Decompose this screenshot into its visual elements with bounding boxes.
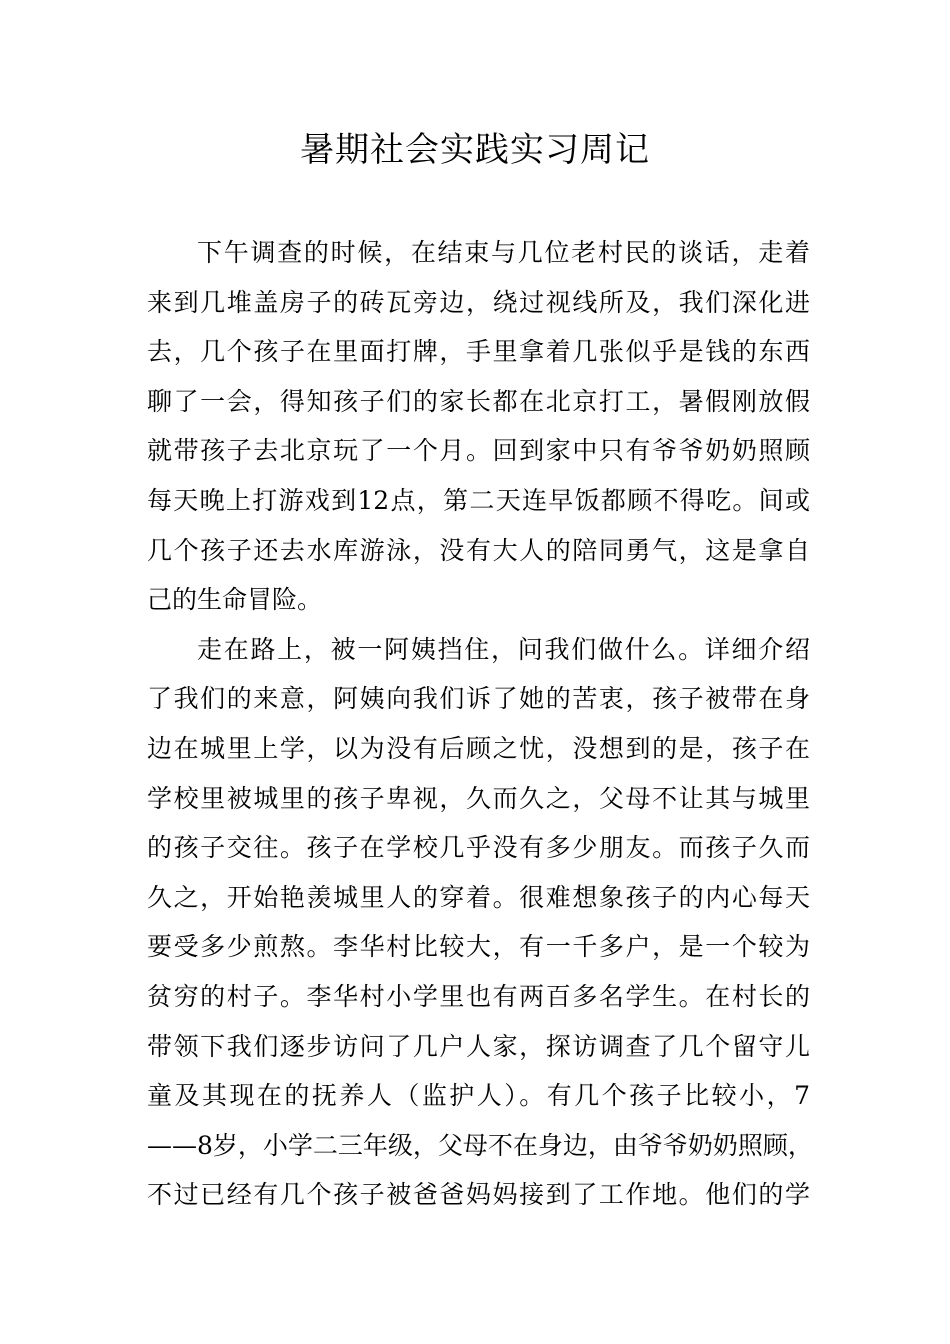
text-line: 不过已经有几个孩子被爸爸妈妈接到了工作地。他们的学 [147,1180,810,1210]
text-line: 聊了一会，得知孩子们的家长都在北京打工，暑假刚放假 [147,386,810,416]
text-line: 下午调查的时候，在结束与几位老村民的谈话，走着 [197,238,810,267]
text-line: 去，几个孩子在里面打牌，手里拿着几张似乎是钱的东西 [147,337,810,367]
text-line: 就带孩子去北京玩了一个月。回到家中只有爷爷奶奶照顾 [147,436,810,466]
text-line: 边在城里上学，以为没有后顾之忧，没想到的是，孩子在 [147,733,810,763]
text-line: 每天晚上打游戏到12点，第二天连早饭都顾不得吃。间或 [147,485,810,515]
document-body [147,228,813,1220]
text-line: ——8岁，小学二三年级，父母不在身边，由爷爷奶奶照顾， [147,1130,813,1160]
text-line: 童及其现在的抚养人（监护人）。有几个孩子比较小，7 [147,1081,810,1111]
text-line: 学校里被城里的孩子卑视，久而久之，父母不让其与城里 [147,783,810,813]
text-line: 要受多少煎熬。李华村比较大，有一千多户，是一个较为 [147,932,810,962]
text-line: 久之，开始艳羡城里人的穿着。很难想象孩子的内心每天 [147,882,810,912]
text-line: 走在路上，被一阿姨挡住，问我们做什么。详细介绍 [197,634,810,664]
paragraph-1 [147,228,810,625]
document-title: 暑期社会实践实习周记 [300,130,650,170]
paragraph-2 [147,625,813,1220]
text-line: 了我们的来意，阿姨向我们诉了她的苦衷，孩子被带在身 [147,684,810,714]
text-line: 来到几堆盖房子的砖瓦旁边，绕过视线所及，我们深化进 [147,287,810,317]
text-line: 己的生命冒险。 [147,585,323,615]
text-line: 几个孩子还去水库游泳，没有大人的陪同勇气，这是拿自 [147,535,810,565]
text-line: 带领下我们逐步访问了几户人家，探访调查了几个留守儿 [147,1031,810,1061]
text-line: 的孩子交往。孩子在学校几乎没有多少朋友。而孩子久而 [147,833,810,863]
text-line: 贫穷的村子。李华村小学里也有两百多名学生。在村长的 [147,981,810,1011]
